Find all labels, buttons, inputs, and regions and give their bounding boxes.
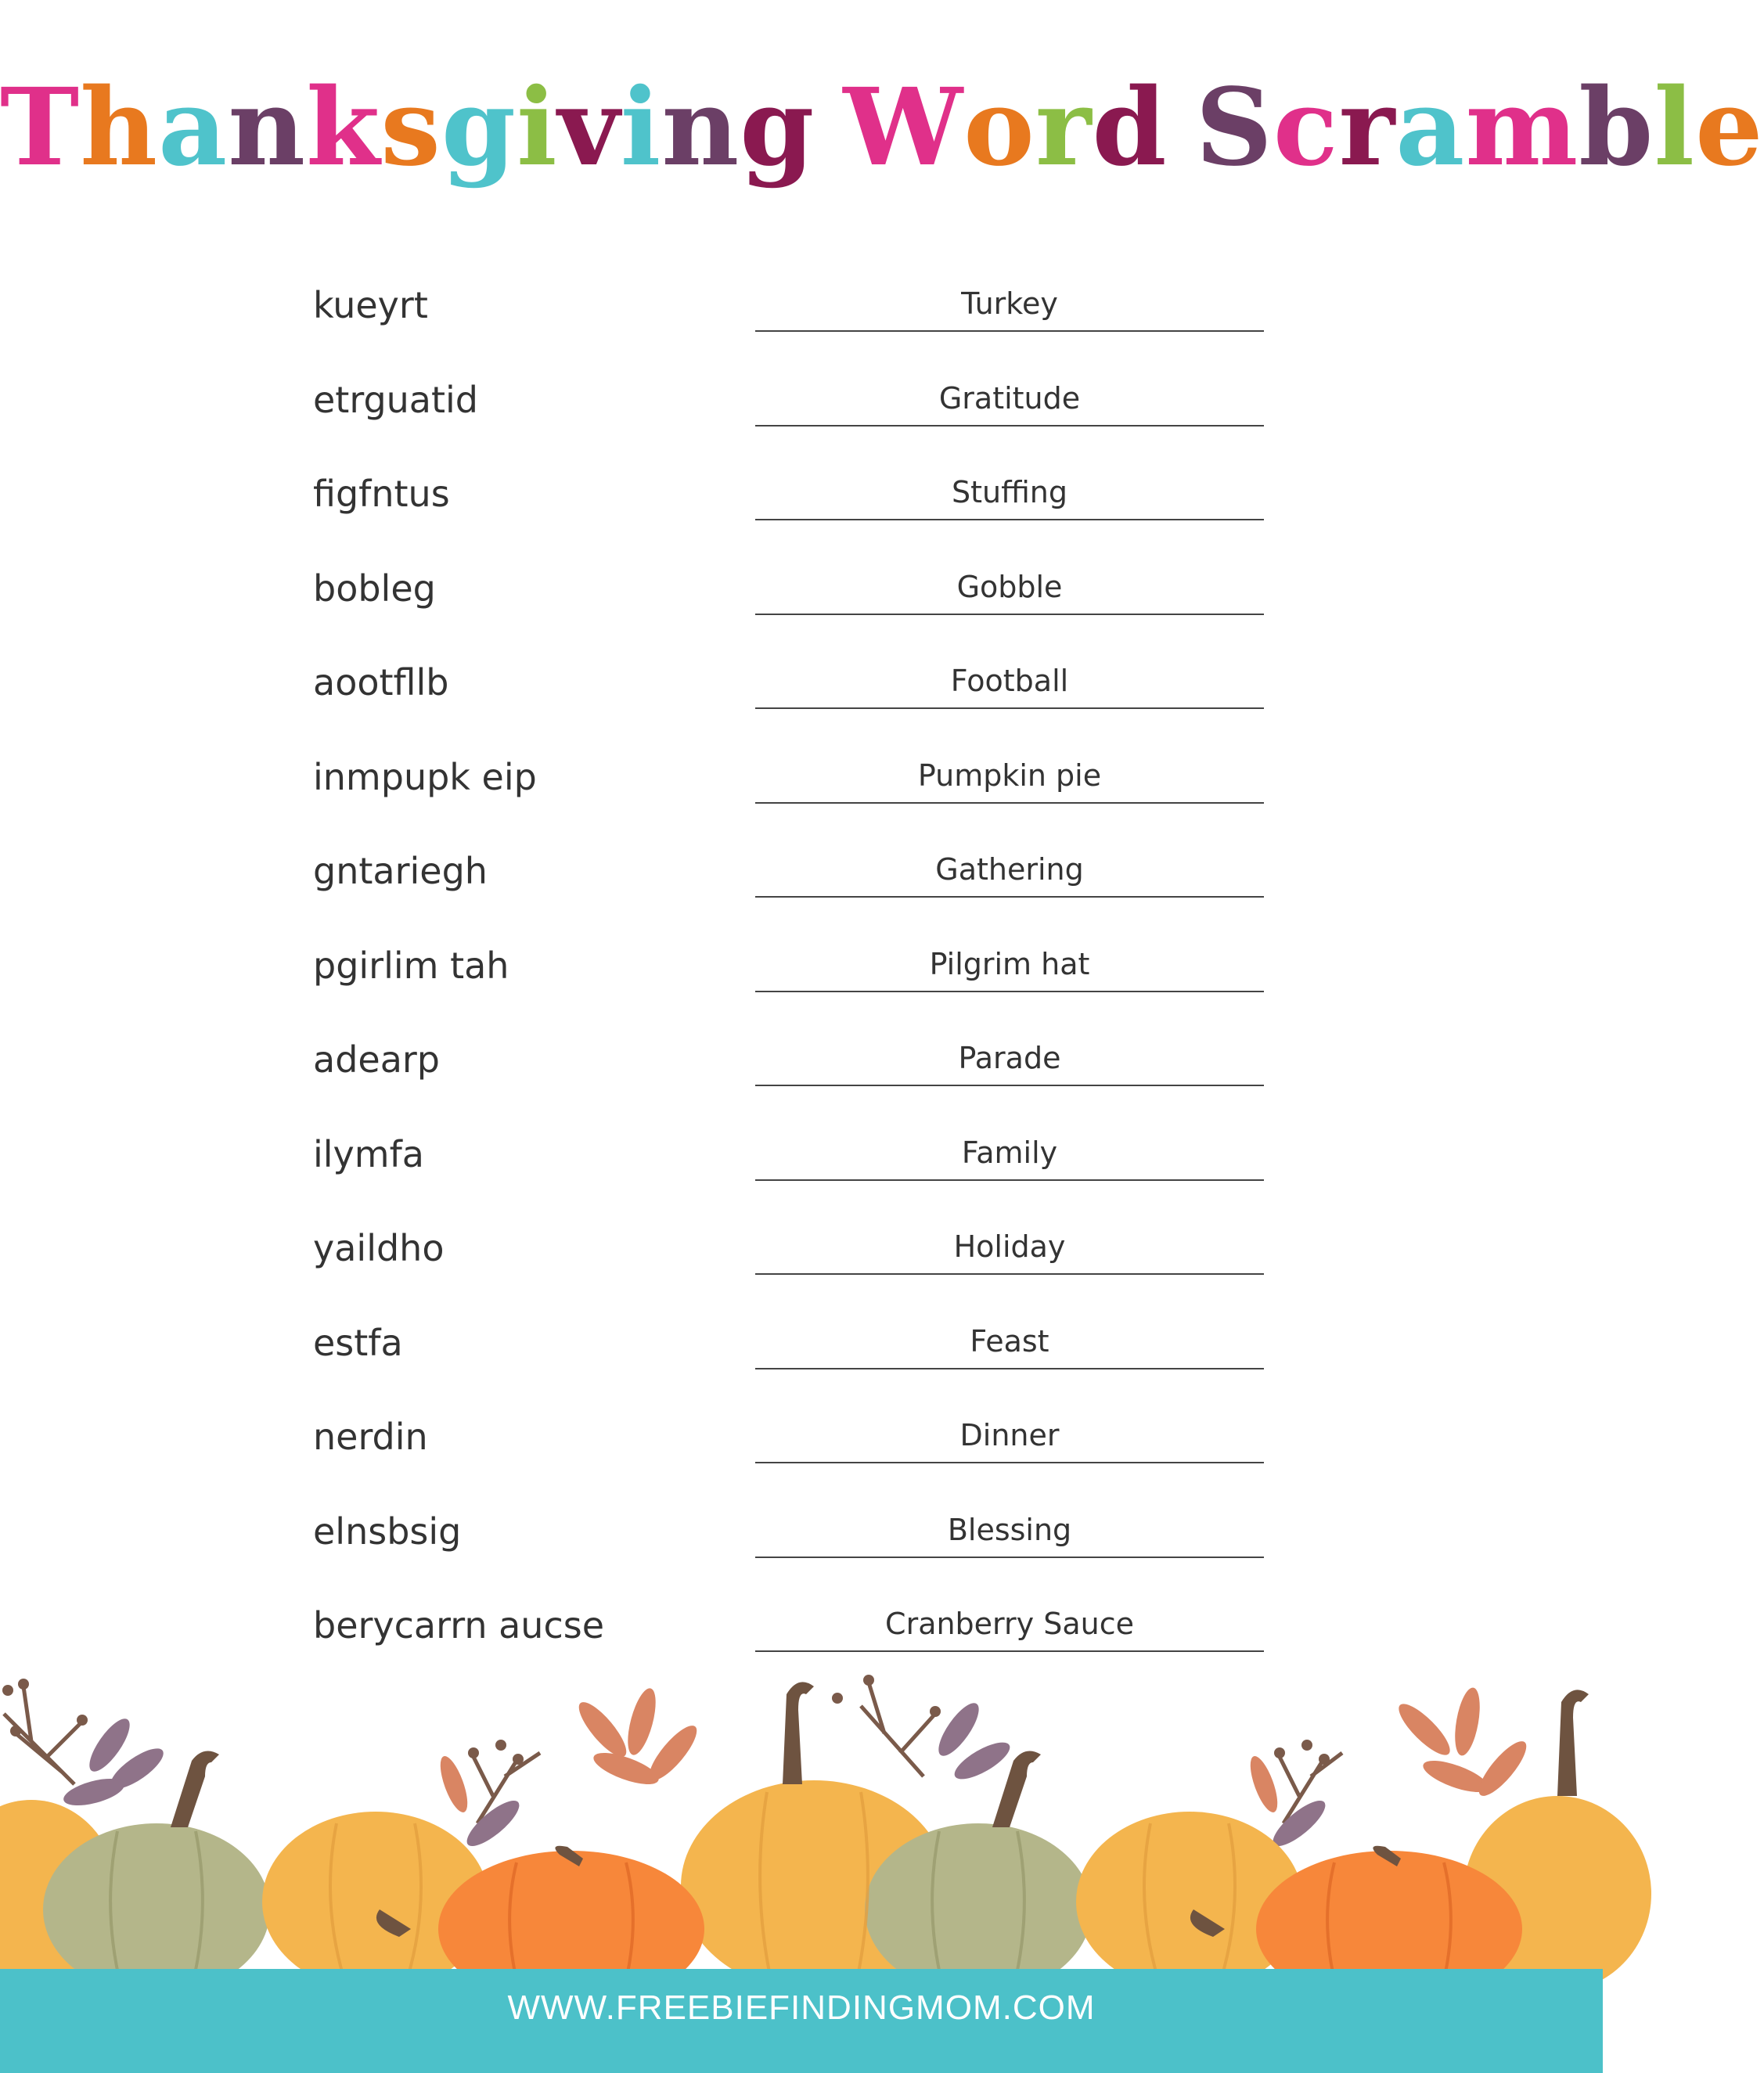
- answer-field[interactable]: Holiday: [953, 1229, 1066, 1264]
- answer-underline: [755, 802, 1264, 804]
- scrambled-word: bobleg: [313, 567, 436, 610]
- answer-field[interactable]: Dinner: [959, 1418, 1060, 1452]
- title-letter: T: [0, 65, 81, 190]
- title-letter: v: [557, 65, 621, 190]
- scramble-row: [0, 376, 1603, 470]
- scramble-row: [0, 659, 1603, 753]
- answer-field[interactable]: Pumpkin pie: [917, 758, 1102, 793]
- answer-field[interactable]: Gathering: [935, 852, 1084, 887]
- scramble-row: [0, 1508, 1603, 1602]
- answer-field[interactable]: Pilgrim hat: [929, 947, 1090, 981]
- page-title: [0, 65, 1764, 190]
- answer-underline: [755, 707, 1264, 709]
- title-letter: r: [1035, 65, 1093, 190]
- answer-field[interactable]: Stuffing: [951, 475, 1068, 509]
- title-letter: g: [441, 65, 517, 190]
- answer-field[interactable]: Cranberry Sauce: [885, 1607, 1134, 1641]
- answer-field[interactable]: Family: [961, 1135, 1058, 1170]
- title-letter: i: [620, 65, 662, 190]
- answer-underline: [755, 1462, 1264, 1463]
- scramble-row: [0, 1225, 1603, 1319]
- answer-underline: [755, 425, 1264, 426]
- answer-underline: [755, 614, 1264, 615]
- title-letter: r: [1338, 65, 1396, 190]
- scrambled-word: nerdin: [313, 1416, 428, 1458]
- answer-field[interactable]: Turkey: [961, 286, 1058, 321]
- scrambled-word: etrguatid: [313, 379, 478, 421]
- answer-underline: [755, 896, 1264, 898]
- answer-field[interactable]: Gratitude: [938, 381, 1081, 416]
- title-letter: l: [1654, 65, 1696, 190]
- scramble-row: [0, 1319, 1603, 1413]
- title-letter: a: [158, 65, 229, 190]
- title-letter: W: [843, 65, 964, 190]
- answer-underline: [755, 1273, 1264, 1275]
- answer-underline: [755, 1368, 1264, 1369]
- answer-field[interactable]: Parade: [958, 1041, 1061, 1075]
- answer-field[interactable]: Gobble: [956, 570, 1063, 604]
- scrambled-word: inmpupk eip: [313, 756, 537, 798]
- answer-field[interactable]: Feast: [970, 1324, 1049, 1359]
- scrambled-word: aootfllb: [313, 661, 449, 704]
- title-letter: b: [1579, 65, 1654, 190]
- scramble-row: [0, 282, 1603, 376]
- scrambled-word: figfntus: [313, 473, 450, 515]
- scramble-row: [0, 942, 1603, 1036]
- scrambled-word: berycarrn aucse: [313, 1604, 604, 1647]
- scramble-row: [0, 565, 1603, 659]
- scrambled-word: elnsbsig: [313, 1510, 462, 1553]
- answer-underline: [755, 1650, 1264, 1652]
- title-letter: S: [1195, 65, 1273, 190]
- title-letter: c: [1273, 65, 1339, 190]
- scrambled-word: pgirlim tah: [313, 945, 509, 987]
- scramble-row: [0, 1131, 1603, 1225]
- scrambled-word: yaildho: [313, 1227, 445, 1269]
- title-letter: k: [306, 65, 381, 190]
- answer-underline: [755, 330, 1264, 332]
- scrambled-word: estfa: [313, 1322, 403, 1364]
- title-letter: n: [228, 65, 307, 190]
- answer-underline: [755, 519, 1264, 520]
- scrambled-word: adearp: [313, 1038, 440, 1081]
- answer-underline: [755, 1179, 1264, 1181]
- answer-field[interactable]: Blessing: [947, 1513, 1072, 1547]
- answer-underline: [755, 991, 1264, 992]
- title-letter: e: [1695, 65, 1764, 190]
- title-letter: g: [740, 65, 815, 190]
- title-letter: [815, 69, 843, 186]
- title-letter: a: [1395, 65, 1466, 190]
- title-letter: i: [517, 65, 558, 190]
- footer-url-link[interactable]: WWW.FREEBIEFINDINGMOM.COM: [507, 1988, 1096, 2027]
- scramble-row: [0, 754, 1603, 848]
- answer-underline: [755, 1085, 1264, 1086]
- pumpkin-decoration: [0, 1667, 1603, 1972]
- title-letter: s: [380, 65, 441, 190]
- scramble-row: [0, 1036, 1603, 1130]
- footer-bar: [0, 1969, 1603, 2073]
- scramble-row: [0, 848, 1603, 941]
- scramble-row: [0, 470, 1603, 564]
- title-letter: d: [1092, 65, 1168, 190]
- title-letter: [1168, 69, 1196, 186]
- title-letter: n: [661, 65, 740, 190]
- title-letter: m: [1465, 65, 1579, 190]
- scrambled-word: gntariegh: [313, 850, 488, 892]
- title-letter: h: [80, 65, 159, 190]
- answer-field[interactable]: Football: [950, 664, 1069, 698]
- title-letter: o: [963, 65, 1035, 190]
- scrambled-word: ilymfa: [313, 1133, 424, 1175]
- scramble-row: [0, 1413, 1603, 1507]
- answer-underline: [755, 1557, 1264, 1558]
- scrambled-word: kueyrt: [313, 284, 428, 326]
